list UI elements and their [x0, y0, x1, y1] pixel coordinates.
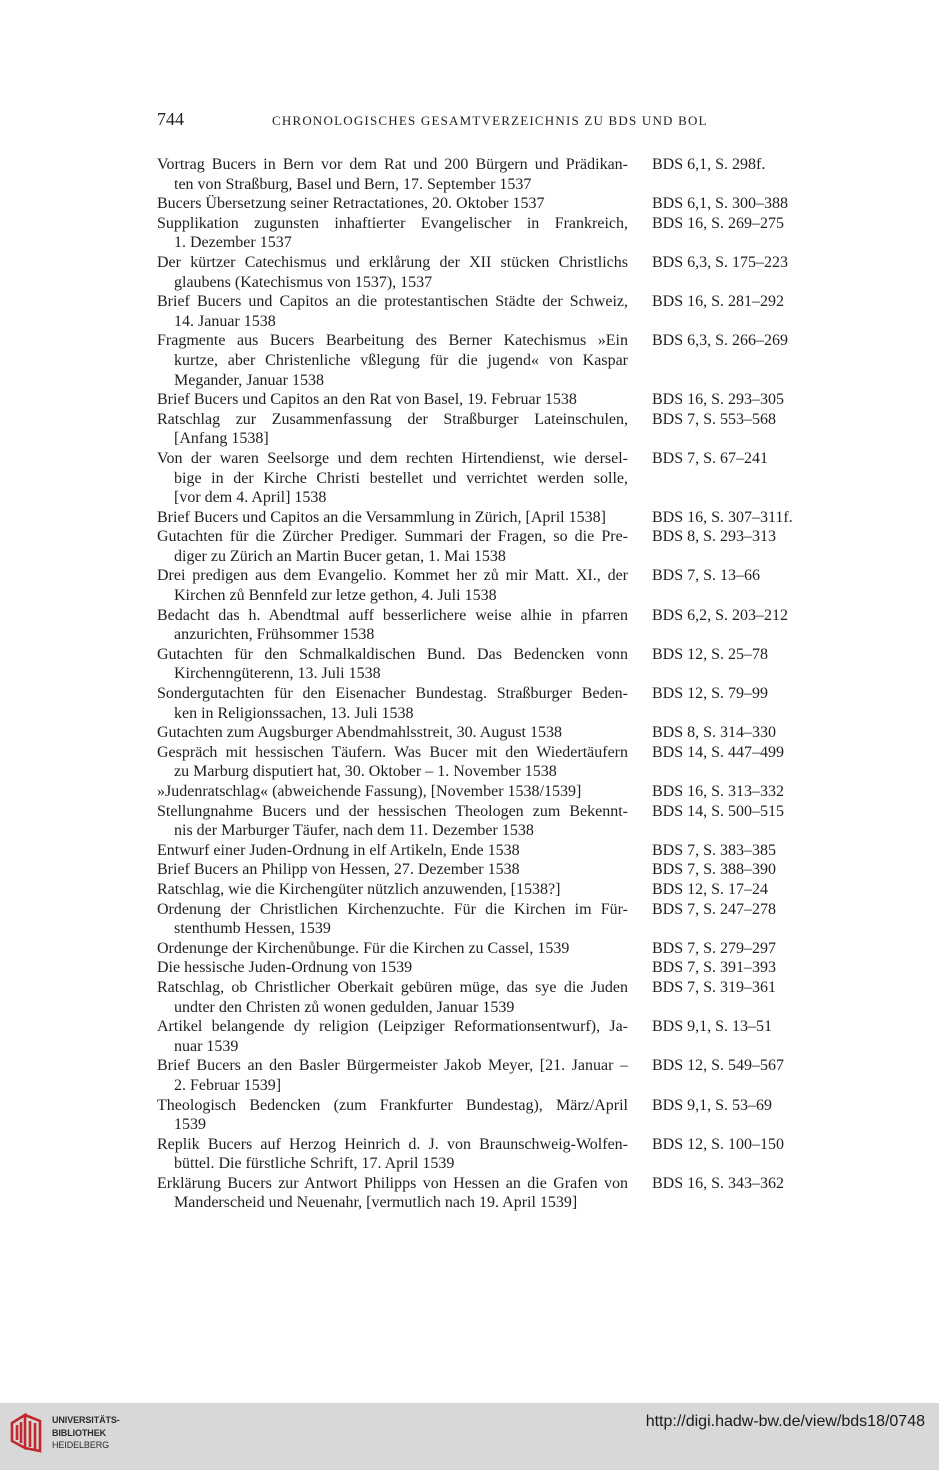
entry-title-line: Kirchen zů Bennfeld zur letze gethon, 4. Juli 1538 [174, 587, 497, 605]
entry-reference: BDS 6,3, S. 175–223 [652, 253, 789, 271]
entry-reference: BDS 9,1, S. 13–51 [652, 1018, 773, 1036]
entry-title-line: bige in der Kirche Christi bestellet und verrichtet werden solle, [174, 469, 628, 487]
entry-title-line: Artikel belangende dy religion (Leipziger Reformationsentwurf), Ja- [157, 1018, 628, 1036]
entry-title [157, 253, 628, 292]
entry-title-line: büttel. Die fürstliche Schrift, 17. April 1539 [174, 1155, 455, 1173]
entry-title-line: Brief Bucers und Capitos an den Rat von Basel, 19. Februar 1538 [157, 391, 577, 409]
entry-title [157, 214, 628, 253]
entry-title-line: Theologisch Bedencken (zum Frankfurter Bundestag), März/April [157, 1096, 628, 1114]
entry-title [157, 645, 628, 684]
index-entry [157, 214, 837, 253]
entry-title-line: kurtze, aber Christenliche vßlegung für die jugend« von Kaspar [174, 351, 628, 369]
entry-title-line: Der kürtzer Catechismus und erklårung der XII stücken Christlichs [157, 253, 628, 271]
index-entry [157, 155, 837, 194]
entry-title-line: Fragmente aus Bucers Bearbeitung des Berner Katechismus »Ein [157, 332, 628, 350]
library-logo-text [52, 1410, 120, 1452]
index-entry [157, 449, 837, 508]
index-entry [157, 723, 837, 743]
entry-reference: BDS 7, S. 553–568 [652, 410, 777, 428]
entry-title [157, 449, 628, 508]
entry-title-line: [Anfang 1538] [174, 430, 269, 448]
entry-title-line: Stellungnahme Bucers und der hessischen Theologen zum Bekennt- [157, 802, 628, 820]
entry-title-line: Ordenunge der Kirchenůbunge. Für die Kirchen zu Cassel, 1539 [157, 939, 570, 957]
index-entry [157, 390, 837, 410]
entry-title [157, 900, 628, 939]
entry-reference: BDS 16, S. 343–362 [652, 1174, 785, 1192]
entry-title-line: diger zu Zürich an Martin Bucer getan, 1. Mai 1538 [174, 547, 506, 565]
index-entry [157, 978, 837, 1017]
entry-reference: BDS 7, S. 279–297 [652, 939, 777, 957]
entry-title-line: Ratschlag, ob Christlicher Oberkait gebüren müge, das sye die Juden [157, 978, 628, 996]
entry-title-line: anzurichten, Frühsommer 1538 [174, 626, 375, 644]
entry-title-line: Bucers Übersetzung seiner Retractationes, 20. Oktober 1537 [157, 195, 545, 213]
index-entry [157, 743, 837, 782]
footer-band [0, 1403, 939, 1470]
entry-title-line: Supplikation zugunsten inhaftierter Evangelischer in Frankreich, [157, 214, 628, 232]
index-entry [157, 802, 837, 841]
entry-title [157, 939, 628, 959]
entry-title-line: Von der waren Seelsorge und dem rechten Hirtendienst, wie dersel- [157, 449, 628, 467]
entry-title [157, 684, 628, 723]
entry-title [157, 1056, 628, 1095]
entry-title-line: Bedacht das h. Abendtmal auff besserlichere weise alhie in pfarren [157, 606, 628, 624]
index-entry [157, 1056, 837, 1095]
entry-reference: BDS 14, S. 500–515 [652, 802, 785, 820]
entry-reference: BDS 12, S. 17–24 [652, 880, 769, 898]
entry-title-line: Gutachten für die Zürcher Prediger. Summari der Fragen, so die Pre- [157, 528, 628, 546]
page-number: 744 [157, 109, 184, 129]
entry-reference: BDS 6,1, S. 300–388 [652, 195, 789, 213]
index-entry [157, 645, 837, 684]
entry-title-line: Ratschlag zur Zusammenfassung der Straßburger Lateinschulen, [157, 410, 628, 428]
entry-reference: BDS 16, S. 307–311f. [652, 508, 793, 526]
index-entry [157, 292, 837, 331]
logo-line-city: HEIDELBERG [52, 1440, 110, 1450]
entry-title [157, 194, 628, 214]
index-entry [157, 1174, 837, 1213]
entry-reference: BDS 16, S. 313–332 [652, 783, 785, 800]
entry-title-line: stenthumb Hessen, 1539 [174, 920, 331, 938]
entry-reference: BDS 7, S. 388–390 [652, 861, 777, 879]
index-entry [157, 782, 837, 802]
entry-title-line: ken in Religionssachen, 13. Juli 1538 [174, 704, 414, 722]
entry-reference: BDS 6,3, S. 266–269 [652, 332, 789, 350]
entry-title [157, 841, 628, 861]
entry-title [157, 606, 628, 645]
entry-reference: BDS 16, S. 269–275 [652, 214, 785, 232]
entry-title [157, 880, 628, 900]
entry-title [157, 527, 628, 566]
entry-title-line: Gespräch mit hessischen Täufern. Was Bucer mit den Wiedertäufern [157, 743, 628, 761]
library-book-icon [9, 1410, 43, 1454]
index-entry [157, 1135, 837, 1174]
running-title: CHRONOLOGISCHES GESAMTVERZEICHNIS ZU BDS UND BOL [272, 113, 708, 128]
entry-reference: BDS 12, S. 25–78 [652, 645, 769, 663]
entry-reference: BDS 16, S. 293–305 [652, 391, 785, 409]
entry-title-line: Kirchenngüterenn, 13. Juli 1538 [174, 665, 381, 683]
entry-reference: BDS 7, S. 383–385 [652, 841, 777, 859]
entry-reference: BDS 16, S. 281–292 [652, 293, 785, 311]
entry-reference: BDS 7, S. 13–66 [652, 567, 761, 585]
entry-title-line: nis der Marburger Täufer, nach dem 11. Dezember 1538 [174, 822, 534, 840]
index-entry [157, 194, 837, 214]
entry-title-line: Ordenung der Christlichen Kirchenzuchte. Für die Kirchen im Für- [157, 900, 628, 918]
index-entry [157, 939, 837, 959]
entry-title-line: glaubens (Katechismus von 1537), 1537 [174, 273, 433, 291]
index-entry [157, 900, 837, 939]
entry-reference: BDS 12, S. 100–150 [652, 1135, 785, 1153]
entry-title-line: undter den Christen zů wonen gedulden, Januar 1539 [174, 998, 515, 1016]
entry-title-line: Drei predigen aus dem Evangelio. Kommet her zů mir Matt. XI., der [157, 567, 628, 585]
index-entry [157, 958, 837, 978]
chronological-index [157, 155, 837, 1213]
entry-title-line: Brief Bucers an Philipp von Hessen, 27. Dezember 1538 [157, 861, 520, 879]
permalink-url: http://digi.hadw-bw.de/view/bds18/0748 [645, 1413, 925, 1430]
index-entry [157, 860, 837, 880]
entry-title [157, 782, 628, 802]
entry-title-line: Manderscheid und Neuenahr, [vermutlich nach 19. April 1539] [174, 1194, 578, 1212]
entry-title-line: Erklärung Bucers zur Antwort Philipps von Hessen an die Grafen von [157, 1174, 628, 1192]
library-logo [9, 1410, 120, 1454]
entry-title [157, 1096, 628, 1135]
entry-title [157, 1017, 628, 1056]
page-header [157, 106, 777, 132]
entry-title [157, 802, 628, 841]
entry-reference: BDS 9,1, S. 53–69 [652, 1096, 773, 1114]
entry-title-line: Vortrag Bucers in Bern vor dem Rat und 200 Bürgern und Prädikan- [157, 156, 628, 173]
entry-title-line: »Judenratschlag« (abweichende Fassung), [November 1538/1539] [157, 783, 582, 800]
logo-line-university: UNIVERSITÄTS- [52, 1415, 120, 1425]
entry-title [157, 1174, 628, 1213]
entry-reference: BDS 7, S. 391–393 [652, 959, 777, 977]
entry-reference: BDS 8, S. 293–313 [652, 528, 777, 546]
entry-title-line: Gutachten für den Schmalkaldischen Bund. Das Bedencken vonn [157, 645, 628, 663]
entry-title-line: nuar 1539 [174, 1037, 239, 1055]
entry-title-line: 1539 [174, 1116, 206, 1134]
entry-title-line: 1. Dezember 1537 [174, 234, 292, 252]
index-entry [157, 841, 837, 861]
index-entry [157, 527, 837, 566]
entry-title [157, 723, 628, 743]
index-entry [157, 331, 837, 390]
index-entry [157, 880, 837, 900]
entry-title-line: Gutachten zum Augsburger Abendmahlsstreit, 30. August 1538 [157, 724, 562, 742]
entry-title [157, 155, 628, 194]
entry-title [157, 292, 628, 331]
entry-title-line: Brief Bucers an den Basler Bürgermeister Jakob Meyer, [21. Januar – [157, 1057, 628, 1075]
entry-title [157, 978, 628, 1017]
entry-title [157, 860, 628, 880]
index-entry [157, 566, 837, 605]
entry-reference: BDS 7, S. 67–241 [652, 449, 769, 467]
entry-title-line: Ratschlag, wie die Kirchengüter nützlich anzuwenden, [1538?] [157, 880, 561, 898]
index-entry [157, 508, 837, 528]
entry-title [157, 743, 628, 782]
entry-title-line: Brief Bucers und Capitos an die protestantischen Städte der Schweiz, [157, 293, 628, 311]
entry-title-line: 14. Januar 1538 [174, 312, 276, 330]
entry-title [157, 390, 628, 410]
logo-line-library: BIBLIOTHEK [52, 1427, 106, 1438]
entry-title-line: ten von Straßburg, Basel und Bern, 17. September 1537 [174, 175, 532, 193]
entry-title [157, 508, 628, 528]
entry-reference: BDS 14, S. 447–499 [652, 743, 785, 761]
entry-reference: BDS 8, S. 314–330 [652, 724, 777, 742]
entry-title [157, 566, 628, 605]
entry-title [157, 331, 628, 390]
index-entry [157, 1017, 837, 1056]
entry-reference: BDS 6,1, S. 298f. [652, 156, 766, 173]
entry-title-line: zu Marburg disputiert hat, 30. Oktober – 1. November 1538 [174, 763, 557, 781]
entry-title-line: Megander, Januar 1538 [174, 371, 324, 389]
entry-title-line: Die hessische Juden-Ordnung von 1539 [157, 959, 413, 977]
entry-title-line: Entwurf einer Juden-Ordnung in elf Artikeln, Ende 1538 [157, 841, 520, 859]
entry-title-line: [vor dem 4. April] 1538 [174, 489, 327, 507]
index-entry [157, 684, 837, 723]
index-entry [157, 253, 837, 292]
entry-reference: BDS 12, S. 79–99 [652, 685, 769, 703]
index-entry [157, 1096, 837, 1135]
entry-title-line: 2. Februar 1539] [174, 1076, 282, 1094]
entry-title [157, 410, 628, 449]
entry-reference: BDS 7, S. 319–361 [652, 978, 777, 996]
entry-title-line: Sondergutachten für den Eisenacher Bundestag. Straßburger Beden- [157, 685, 628, 703]
entry-title-line: Brief Bucers und Capitos an die Versammlung in Zürich, [April 1538] [157, 508, 606, 526]
index-entry [157, 410, 837, 449]
entry-reference: BDS 7, S. 247–278 [652, 900, 777, 918]
entry-title-line: Replik Bucers auf Herzog Heinrich d. J. von Braunschweig-Wolfen- [157, 1135, 628, 1153]
entry-title [157, 958, 628, 978]
index-entry [157, 606, 837, 645]
entry-title [157, 1135, 628, 1174]
entry-reference: BDS 6,2, S. 203–212 [652, 606, 789, 624]
entry-reference: BDS 12, S. 549–567 [652, 1057, 785, 1075]
